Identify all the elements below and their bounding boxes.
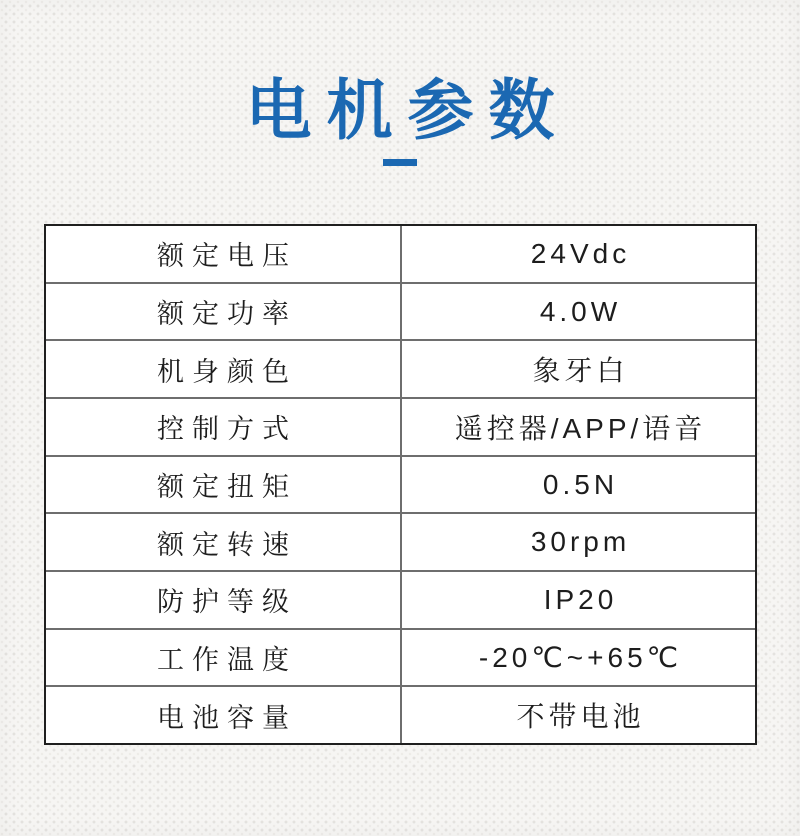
motor-spec-table xyxy=(44,224,757,745)
spec-value: 遥控器/APP/语音 xyxy=(454,412,707,444)
spec-label: 电池容量 xyxy=(46,687,402,743)
table-row xyxy=(46,339,755,397)
spec-label: 额定转速 xyxy=(46,514,402,570)
page-title: 电机参数 xyxy=(245,73,570,147)
spec-label: 防护等级 xyxy=(46,572,402,628)
spec-value: 4.0W xyxy=(539,295,622,327)
spec-value: 不带电池 xyxy=(516,701,645,733)
table-row xyxy=(46,282,755,340)
spec-label: 工作温度 xyxy=(46,630,402,686)
spec-value: 象牙白 xyxy=(532,355,629,387)
spec-label: 机身颜色 xyxy=(46,341,402,397)
spec-label: 额定功率 xyxy=(46,284,402,340)
table-row xyxy=(46,455,755,513)
spec-label: 额定电压 xyxy=(46,226,402,282)
table-row xyxy=(46,226,755,282)
spec-value: 30rpm xyxy=(530,526,631,558)
table-row xyxy=(46,570,755,628)
spec-label: 额定扭矩 xyxy=(46,457,402,513)
spec-value: 0.5N xyxy=(542,468,619,500)
title-underline-decoration xyxy=(383,159,417,166)
spec-label: 控制方式 xyxy=(46,399,402,455)
table-row xyxy=(46,512,755,570)
table-row xyxy=(46,628,755,686)
spec-value: IP20 xyxy=(543,583,618,615)
table-row xyxy=(46,397,755,455)
spec-value: 24Vdc xyxy=(530,237,631,269)
table-row xyxy=(46,685,755,743)
spec-value: -20℃~+65℃ xyxy=(478,642,683,674)
